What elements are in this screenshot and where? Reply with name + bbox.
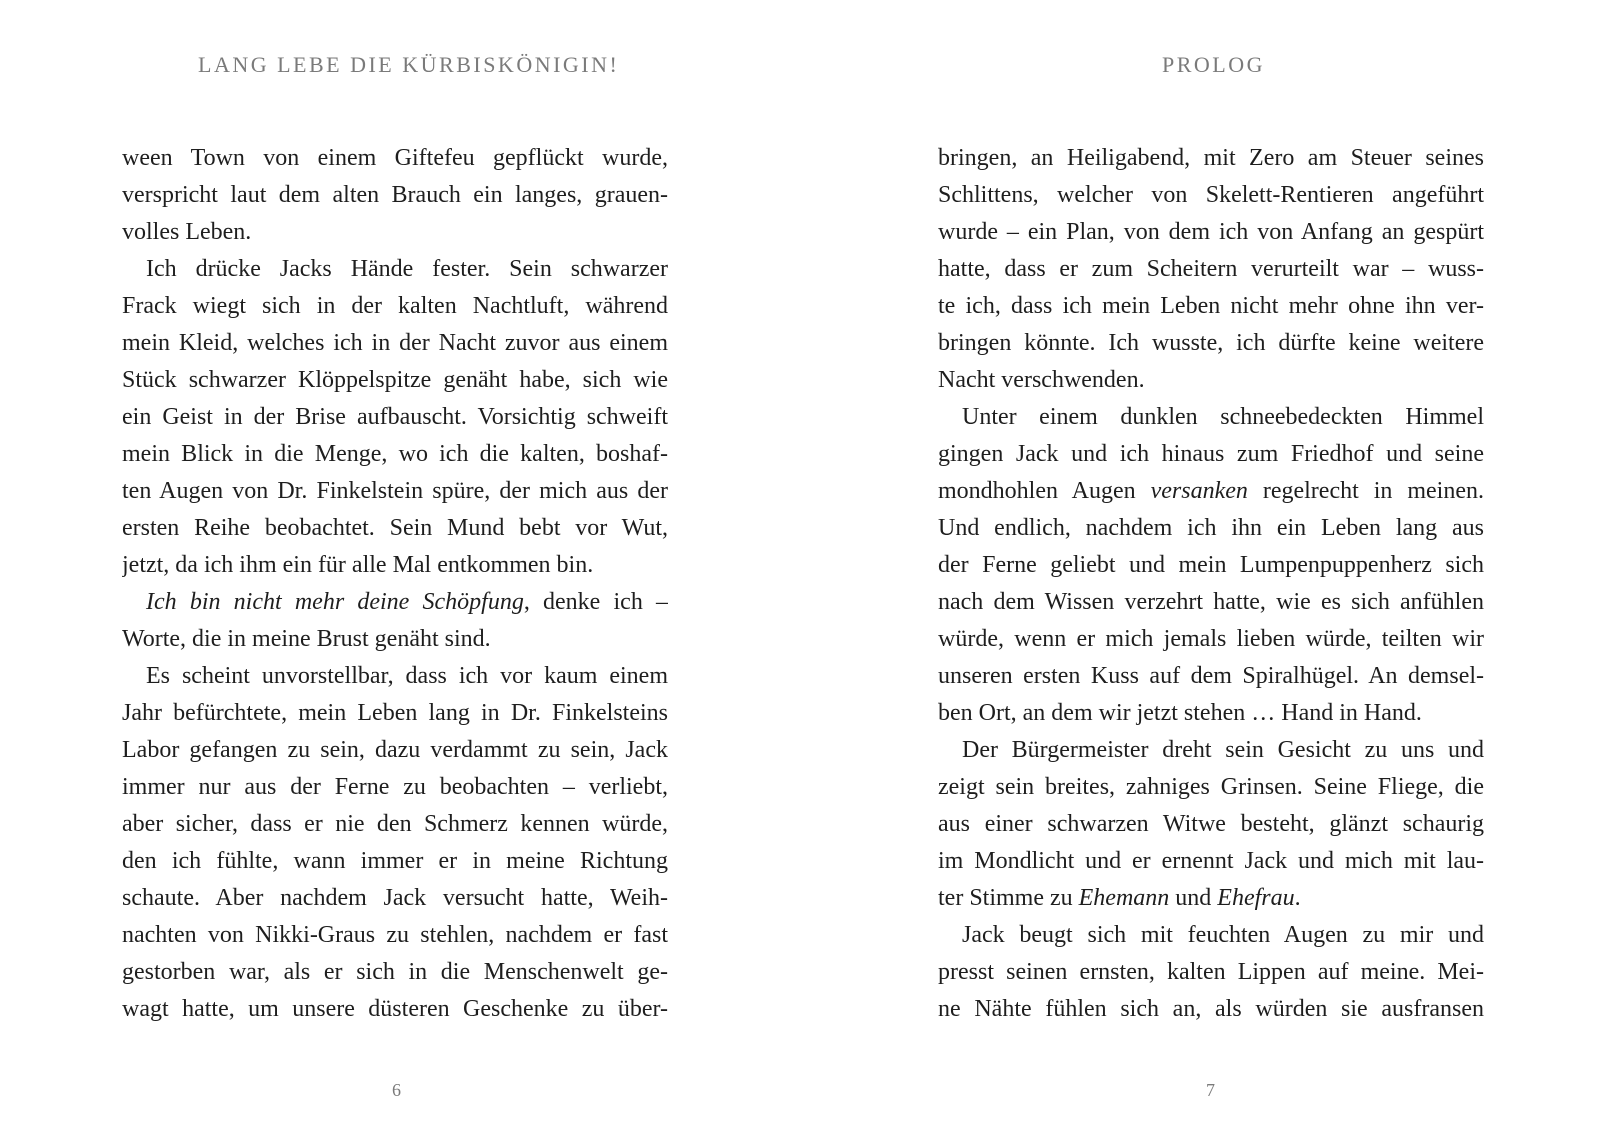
text-line bbox=[938, 658, 1484, 695]
text-line bbox=[938, 695, 1484, 732]
italic-text: Ich bin nicht mehr deine Schöpfung bbox=[146, 589, 524, 615]
text-line bbox=[938, 510, 1484, 547]
text-line bbox=[122, 806, 668, 843]
text-line bbox=[122, 769, 668, 806]
text-segment: nachten von Nikki-Graus zu stehlen, nachdem er fast bbox=[122, 922, 668, 948]
text-segment: gestorben war, als er sich in die Menschenwelt ge- bbox=[122, 959, 668, 985]
text-segment: im Mondlicht und er ernennt Jack und mich mit lau- bbox=[938, 848, 1484, 874]
text-line bbox=[122, 658, 668, 695]
text-line bbox=[938, 917, 1484, 954]
text-line bbox=[938, 473, 1484, 510]
running-head-right: PROLOG bbox=[1162, 52, 1266, 77]
text-line bbox=[938, 177, 1484, 214]
text-line bbox=[122, 362, 668, 399]
text-segment: den ich fühlte, wann immer er in meine Richtung bbox=[122, 848, 668, 874]
text-line bbox=[122, 473, 668, 510]
text-segment: volles Leben. bbox=[122, 219, 252, 245]
text-line bbox=[938, 251, 1484, 288]
text-line bbox=[122, 732, 668, 769]
text-segment: ein Geist in der Brise aufbauscht. Vorsichtig schweift bbox=[122, 404, 668, 430]
text-line bbox=[938, 621, 1484, 658]
page-number-right: 7 bbox=[1206, 1080, 1215, 1100]
text-segment: Der Bürgermeister dreht sein Gesicht zu uns und bbox=[962, 737, 1484, 763]
text-segment: Ich drücke Jacks Hände fester. Sein schwarzer bbox=[146, 256, 668, 282]
text-segment: mondhohlen Augen bbox=[938, 478, 1151, 504]
text-segment: Stück schwarzer Klöppelspitze genäht habe, sich wie bbox=[122, 367, 668, 393]
right-page bbox=[800, 0, 1600, 1131]
text-segment: wagt hatte, um unsere düsteren Geschenke zu über- bbox=[122, 996, 668, 1022]
text-segment: Frack wiegt sich in der kalten Nachtluft, während bbox=[122, 293, 668, 319]
text-segment: mein Blick in die Menge, wo ich die kalten, boshaf- bbox=[122, 441, 668, 467]
text-line bbox=[122, 991, 668, 1028]
text-segment: immer nur aus der Ferne zu beobachten – verliebt, bbox=[122, 774, 668, 800]
text-line bbox=[938, 954, 1484, 991]
right-text-block bbox=[938, 140, 1484, 1028]
text-segment: . bbox=[1294, 885, 1301, 911]
text-line bbox=[122, 584, 668, 621]
text-line bbox=[122, 880, 668, 917]
text-segment: presst seinen ernsten, kalten Lippen auf meine. Mei- bbox=[938, 959, 1484, 985]
text-segment: bringen, an Heiligabend, mit Zero am Steuer seines bbox=[938, 145, 1484, 171]
text-segment: Nacht verschwenden. bbox=[938, 367, 1145, 393]
text-line bbox=[938, 214, 1484, 251]
text-segment: Jack beugt sich mit feuchten Augen zu mir und bbox=[962, 922, 1484, 948]
text-line bbox=[938, 584, 1484, 621]
text-segment: ben Ort, an dem wir jetzt stehen … Hand in Hand. bbox=[938, 700, 1422, 726]
text-line bbox=[122, 954, 668, 991]
text-segment: Unter einem dunklen schneebedeckten Himmel bbox=[962, 404, 1484, 430]
text-segment: gingen Jack und ich hinaus zum Friedhof und seine bbox=[938, 441, 1484, 467]
page-number-left: 6 bbox=[392, 1080, 401, 1100]
left-text-block bbox=[122, 140, 668, 1028]
text-line bbox=[938, 769, 1484, 806]
running-head-left: LANG LEBE DIE KÜRBISKÖNIGIN! bbox=[198, 52, 620, 77]
text-segment: aus einer schwarzen Witwe besteht, glänzt schaurig bbox=[938, 811, 1484, 837]
italic-text: versanken bbox=[1150, 478, 1248, 504]
text-line bbox=[938, 140, 1484, 177]
text-line bbox=[938, 436, 1484, 473]
text-line bbox=[122, 177, 668, 214]
italic-text: Ehemann bbox=[1078, 885, 1170, 911]
italic-text: Ehefrau bbox=[1217, 885, 1295, 911]
text-segment: mein Kleid, welches ich in der Nacht zuvor aus einem bbox=[122, 330, 668, 356]
text-segment: te ich, dass ich mein Leben nicht mehr ohne ihn ver- bbox=[938, 293, 1484, 319]
text-line bbox=[122, 547, 668, 584]
text-line bbox=[938, 843, 1484, 880]
text-line bbox=[938, 362, 1484, 399]
text-segment: Es scheint unvorstellbar, dass ich vor kaum einem bbox=[146, 663, 668, 689]
text-segment: ersten Reihe beobachtet. Sein Mund bebt vor Wut, bbox=[122, 515, 668, 541]
text-segment: Worte, die in meine Brust genäht sind. bbox=[122, 626, 491, 652]
text-line bbox=[122, 399, 668, 436]
text-line bbox=[122, 288, 668, 325]
text-segment: nach dem Wissen verzehrt hatte, wie es sich anfühlen bbox=[938, 589, 1484, 615]
text-line bbox=[938, 399, 1484, 436]
text-line bbox=[122, 251, 668, 288]
text-segment: wurde – ein Plan, von dem ich von Anfang an gespürt bbox=[938, 219, 1484, 245]
text-line bbox=[938, 288, 1484, 325]
text-segment: jetzt, da ich ihm ein für alle Mal entkommen bin. bbox=[122, 552, 594, 578]
text-line bbox=[122, 843, 668, 880]
text-segment: Schlittens, welcher von Skelett-Rentieren angeführt bbox=[938, 182, 1484, 208]
text-line bbox=[938, 325, 1484, 362]
text-line bbox=[122, 621, 668, 658]
text-segment: aber sicher, dass er nie den Schmerz kennen würde, bbox=[122, 811, 668, 837]
text-segment: hatte, dass er zum Scheitern verurteilt war – wuss- bbox=[938, 256, 1484, 282]
text-segment: schaute. Aber nachdem Jack versucht hatte, Weih- bbox=[122, 885, 668, 911]
text-segment: würde, wenn er mich jemals lieben würde, teilten wir bbox=[938, 626, 1484, 652]
text-segment: unseren ersten Kuss auf dem Spiralhügel. An demsel- bbox=[938, 663, 1484, 689]
text-segment: Jahr befürchtete, mein Leben lang in Dr. Finkelsteins bbox=[122, 700, 668, 726]
text-segment: bringen könnte. Ich wusste, ich dürfte keine weitere bbox=[938, 330, 1484, 356]
text-segment: Labor gefangen zu sein, dazu verdammt zu sein, Jack bbox=[122, 737, 668, 763]
text-segment: und bbox=[1169, 885, 1218, 911]
text-segment: Und endlich, nachdem ich ihn ein Leben lang aus bbox=[938, 515, 1484, 541]
text-line bbox=[122, 325, 668, 362]
text-line bbox=[938, 547, 1484, 584]
text-segment: regelrecht in meinen. bbox=[1247, 478, 1484, 504]
text-segment: ne Nähte fühlen sich an, als würden sie ausfransen bbox=[938, 996, 1484, 1022]
text-segment: , denke ich – bbox=[523, 589, 668, 615]
text-line bbox=[938, 991, 1484, 1028]
text-line bbox=[122, 436, 668, 473]
text-segment: verspricht laut dem alten Brauch ein langes, grauen- bbox=[122, 182, 668, 208]
text-line bbox=[122, 214, 668, 251]
text-line bbox=[938, 806, 1484, 843]
text-line bbox=[122, 140, 668, 177]
text-segment: ween Town von einem Giftefeu gepflückt wurde, bbox=[122, 145, 668, 171]
text-line bbox=[122, 510, 668, 547]
text-line bbox=[122, 917, 668, 954]
text-line bbox=[938, 880, 1484, 917]
text-line bbox=[122, 695, 668, 732]
text-segment: ter Stimme zu bbox=[938, 885, 1079, 911]
text-line bbox=[938, 732, 1484, 769]
text-segment: ten Augen von Dr. Finkelstein spüre, der mich aus der bbox=[122, 478, 668, 504]
text-segment: zeigt sein breites, zahniges Grinsen. Seine Fliege, die bbox=[938, 774, 1484, 800]
text-segment: der Ferne geliebt und mein Lumpenpuppenherz sich bbox=[938, 552, 1484, 578]
